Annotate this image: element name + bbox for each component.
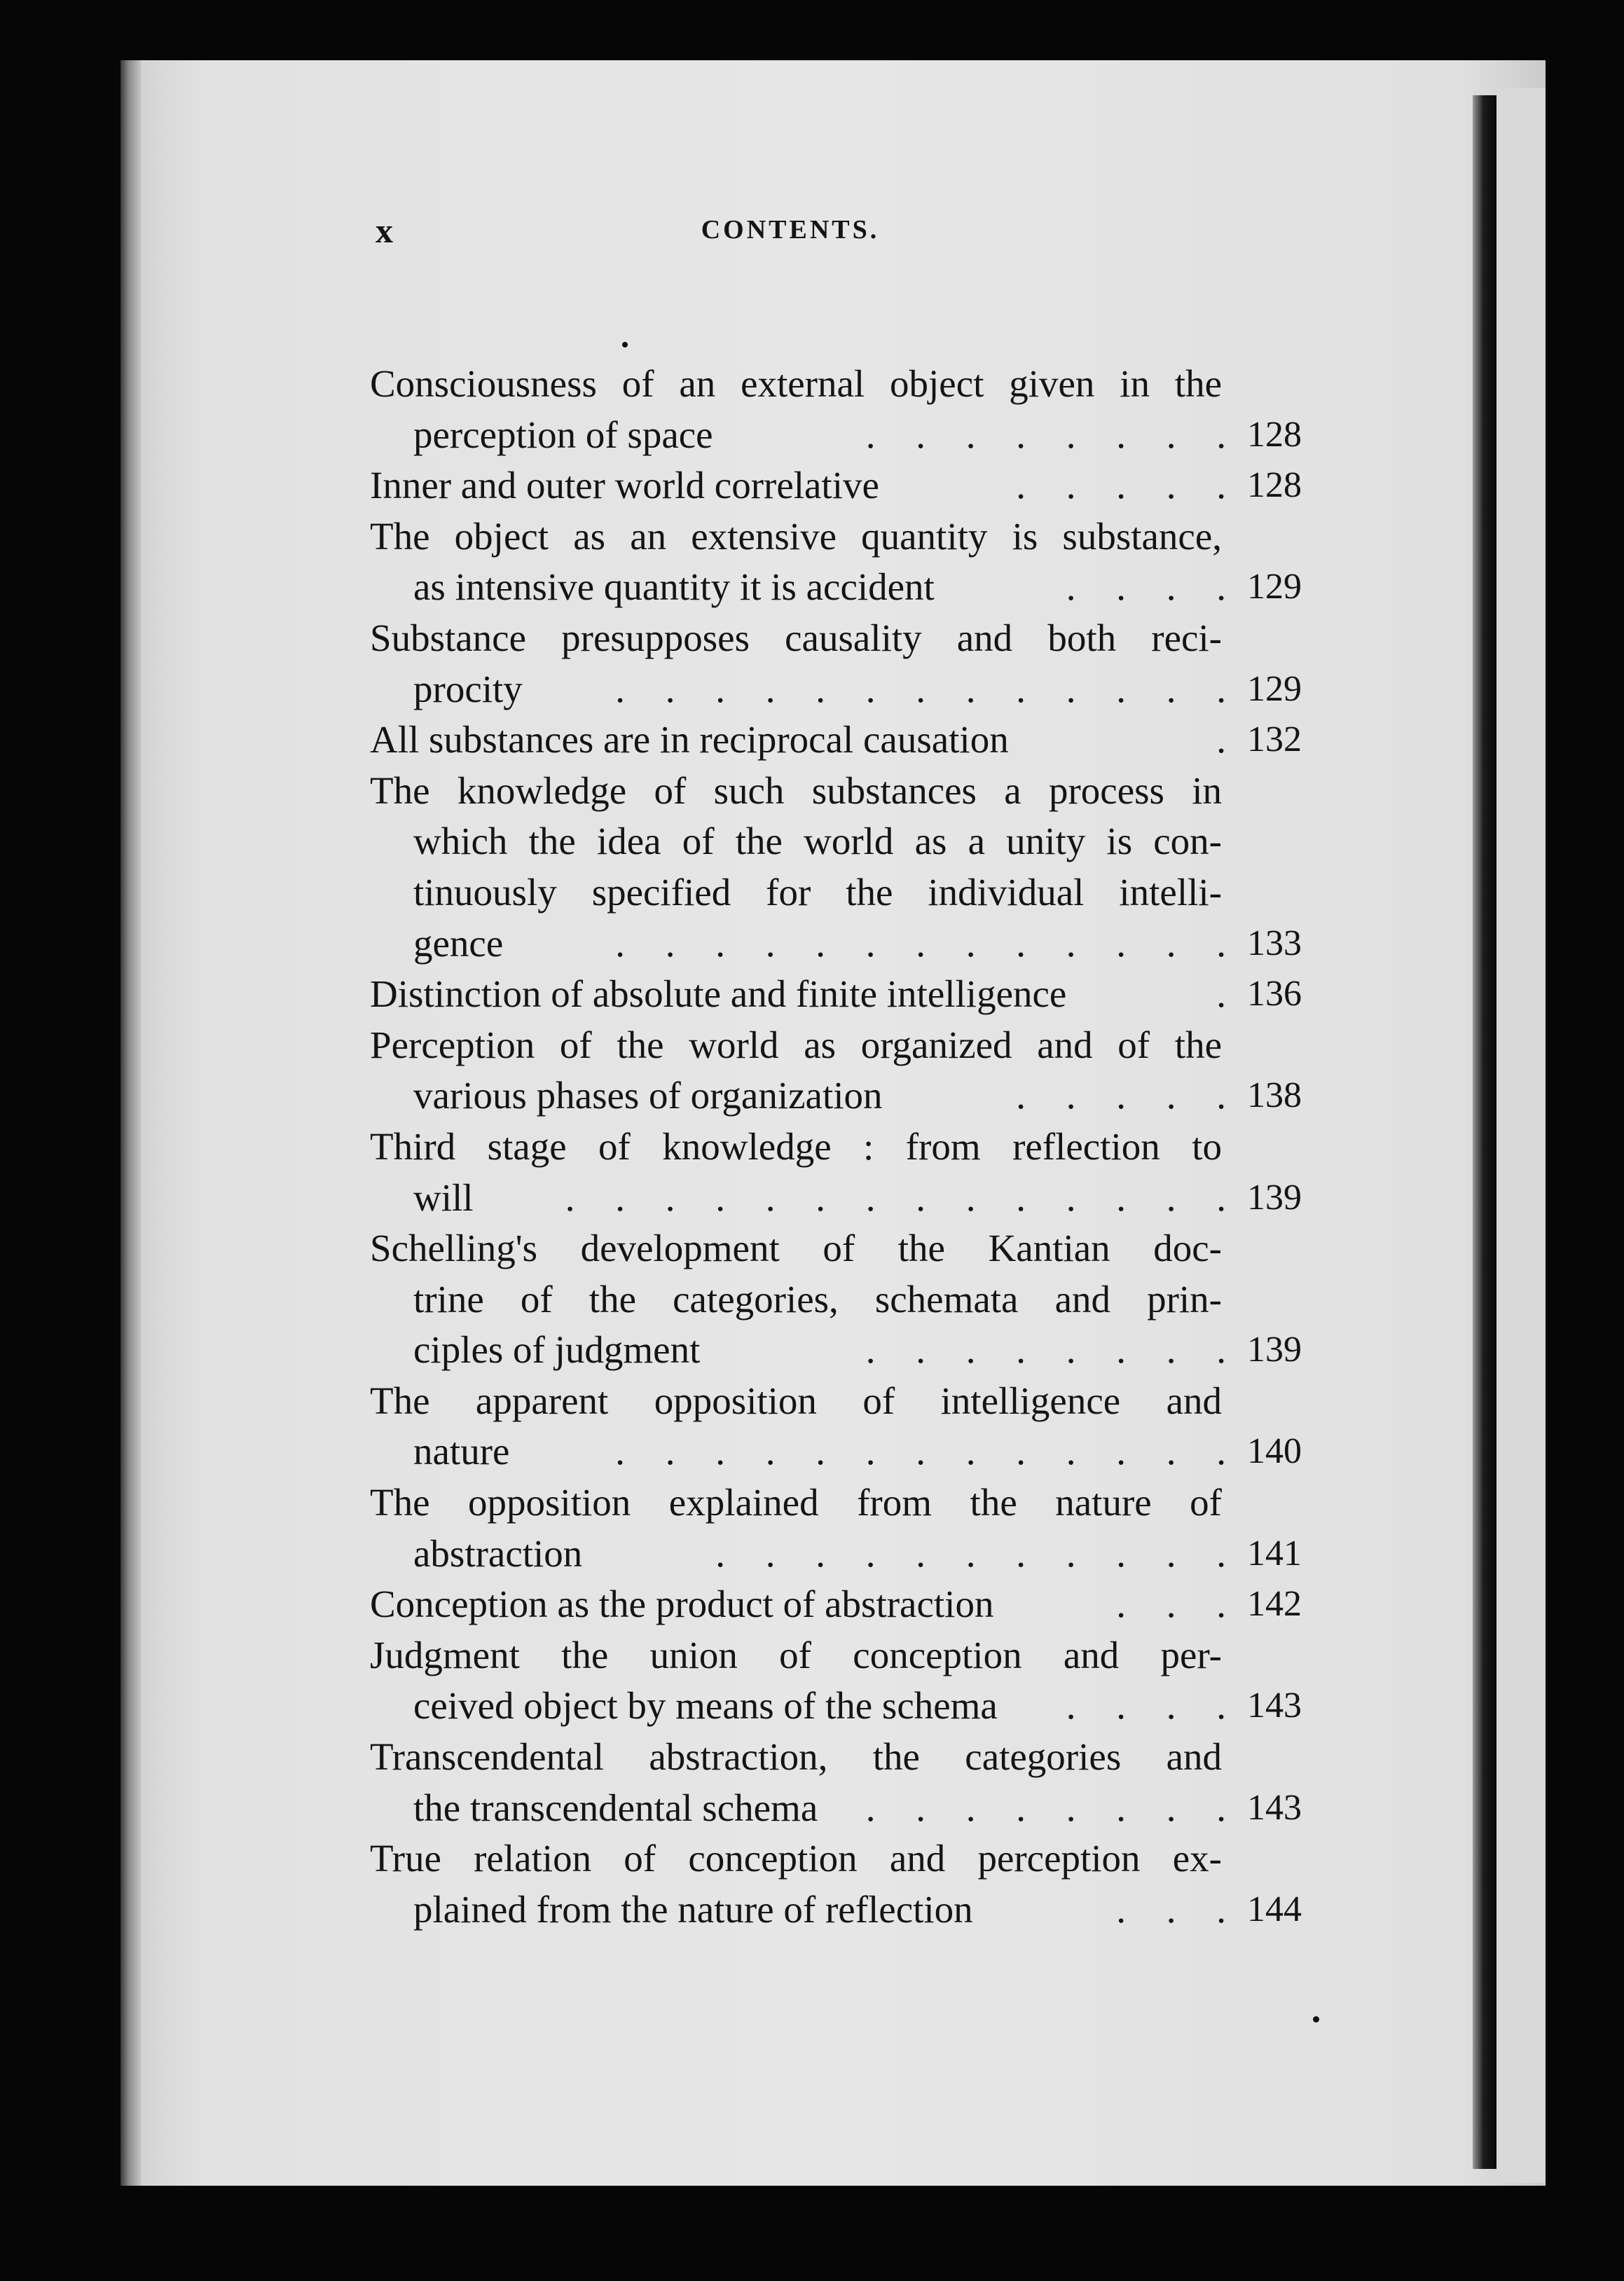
toc-line-text: as intensive quantity it is accident — [413, 565, 935, 609]
toc-line — [370, 766, 1302, 817]
toc-page-ref: 141 — [1247, 1533, 1302, 1573]
toc-line-text: the transcendental schema — [413, 1786, 818, 1829]
toc-line — [370, 1833, 1302, 1884]
toc-line — [370, 410, 1302, 461]
toc-line-text: All substances are in reciprocal causation — [370, 718, 1009, 762]
facing-page-edge — [1496, 88, 1546, 2183]
toc-line — [370, 613, 1302, 664]
toc-line — [370, 969, 1302, 1020]
toc-line-text: plained from the nature of reflection — [413, 1887, 973, 1931]
dot-leader: . . . . . . . . . . . . . — [615, 921, 1241, 965]
toc-line — [370, 1020, 1302, 1071]
toc-line — [370, 359, 1302, 410]
dot-leader: . . . . . . . . — [865, 1786, 1241, 1829]
toc-page-ref: 132 — [1247, 719, 1302, 760]
toc-line-text: Third stage of knowledge : from reflection to — [370, 1124, 1222, 1168]
toc-line-text: nature — [413, 1430, 510, 1473]
toc-line-text: tinuously specified for the individual intelli- — [413, 870, 1222, 914]
toc-line — [370, 1579, 1302, 1630]
toc-line-text: abstraction — [413, 1531, 583, 1575]
toc-line-text: Conception as the product of abstraction — [370, 1583, 994, 1626]
toc-line — [370, 1477, 1302, 1529]
toc-line — [370, 562, 1302, 613]
toc-line-text: Judgment the union of conception and per- — [370, 1633, 1222, 1676]
toc-line — [370, 1783, 1302, 1834]
toc-line — [370, 511, 1302, 563]
toc-line-text: perception of space — [413, 413, 713, 456]
toc-line-text: The opposition explained from the nature of — [370, 1481, 1222, 1524]
toc-line — [370, 715, 1302, 766]
toc-line-text: Distinction of absolute and finite intelligence — [370, 972, 1067, 1016]
toc-line — [370, 1173, 1302, 1224]
toc-line-text: Schelling's development of the Kantian doc- — [370, 1227, 1222, 1270]
dot-leader: . . . — [1116, 1887, 1241, 1931]
dot-leader: . . . — [1116, 1583, 1241, 1626]
running-header — [370, 210, 1302, 252]
toc-page-ref: 136 — [1247, 974, 1302, 1014]
toc-line — [370, 1223, 1302, 1274]
toc-page-ref: 138 — [1247, 1075, 1302, 1116]
page-edge — [121, 60, 142, 2186]
dot-leader: . . . . — [1066, 1684, 1241, 1728]
toc-page-ref: 139 — [1247, 1177, 1302, 1218]
toc-line-text: ceived object by means of the schema — [413, 1684, 998, 1728]
toc-page-ref: 128 — [1247, 414, 1302, 455]
dot-leader: . . . . . . . . . . . . . — [615, 667, 1241, 710]
page-number: x — [376, 211, 393, 250]
toc-line-text: gence — [413, 921, 504, 965]
toc-line-text: ciples of judgment — [413, 1328, 701, 1372]
toc-line-text: Consciousness of an external object given in the — [370, 362, 1222, 405]
dot-leader: . . . . . — [1016, 1074, 1241, 1117]
dot-leader: . . . . . — [1016, 464, 1241, 507]
toc-page-ref: 139 — [1247, 1330, 1302, 1370]
toc-line — [370, 1630, 1302, 1681]
dot-leader: . . . . . . . . . . . . . — [615, 1430, 1241, 1473]
toc-line-text: procity — [413, 667, 523, 710]
toc-line-text: various phases of organization — [413, 1074, 883, 1117]
dot-leader: . . . . . . . . — [865, 1328, 1241, 1372]
toc-page-ref: 140 — [1247, 1431, 1302, 1472]
toc-line — [370, 1529, 1302, 1580]
toc-line — [370, 1681, 1302, 1732]
dot-leader: . . . . . . . . — [865, 413, 1241, 456]
toc-line — [370, 1274, 1302, 1325]
toc-line — [370, 918, 1302, 970]
toc-line-text: which the idea of the world as a unity is con- — [413, 820, 1222, 863]
dot-leader: . — [1216, 718, 1241, 762]
toc-page-ref: 129 — [1247, 668, 1302, 709]
toc-line — [370, 816, 1302, 867]
toc-page-ref: 128 — [1247, 465, 1302, 506]
toc-line-text: Perception of the world as organized and of the — [370, 1023, 1222, 1066]
toc-line-text: True relation of conception and perception ex- — [370, 1837, 1222, 1880]
toc-line-text: The apparent opposition of intelligence and — [370, 1379, 1222, 1422]
toc-line-text: The object as an extensive quantity is substance, — [370, 514, 1222, 558]
toc-page-ref: 144 — [1247, 1889, 1302, 1929]
toc-page-ref: 143 — [1247, 1686, 1302, 1726]
toc-page-ref: 133 — [1247, 923, 1302, 963]
toc-line — [370, 460, 1302, 511]
toc-line-text: Transcendental abstraction, the categories and — [370, 1735, 1222, 1779]
toc-line-text: The knowledge of such substances a process in — [370, 769, 1222, 812]
toc-line — [370, 1325, 1302, 1376]
toc-line — [370, 1426, 1302, 1477]
toc-page-ref: 129 — [1247, 567, 1302, 607]
toc-line — [370, 1884, 1302, 1936]
dot-leader: . . . . — [1066, 565, 1241, 609]
toc-page-ref: 143 — [1247, 1787, 1302, 1828]
toc-page-ref: 142 — [1247, 1584, 1302, 1625]
dot-leader: . . . . . . . . . . . . . . — [565, 1176, 1241, 1219]
toc-line — [370, 1070, 1302, 1122]
dot-leader: . — [1216, 972, 1241, 1016]
toc-line-text: Inner and outer world correlative — [370, 464, 879, 507]
contents-list — [370, 359, 1302, 1935]
ink-speck — [622, 342, 628, 347]
gutter-shadow — [1473, 95, 1496, 2169]
toc-line-text: trine of the categories, schemata and prin- — [413, 1277, 1222, 1321]
toc-line — [370, 1376, 1302, 1427]
toc-line-text: will — [413, 1176, 474, 1219]
toc-line — [370, 867, 1302, 918]
toc-line — [370, 664, 1302, 715]
toc-line — [370, 1122, 1302, 1173]
dot-leader: . . . . . . . . . . . — [715, 1531, 1241, 1575]
toc-line-text: Substance presupposes causality and both reci- — [370, 616, 1222, 659]
toc-line — [370, 1732, 1302, 1783]
ink-speck — [1313, 2016, 1319, 2022]
running-title: CONTENTS. — [701, 215, 880, 244]
